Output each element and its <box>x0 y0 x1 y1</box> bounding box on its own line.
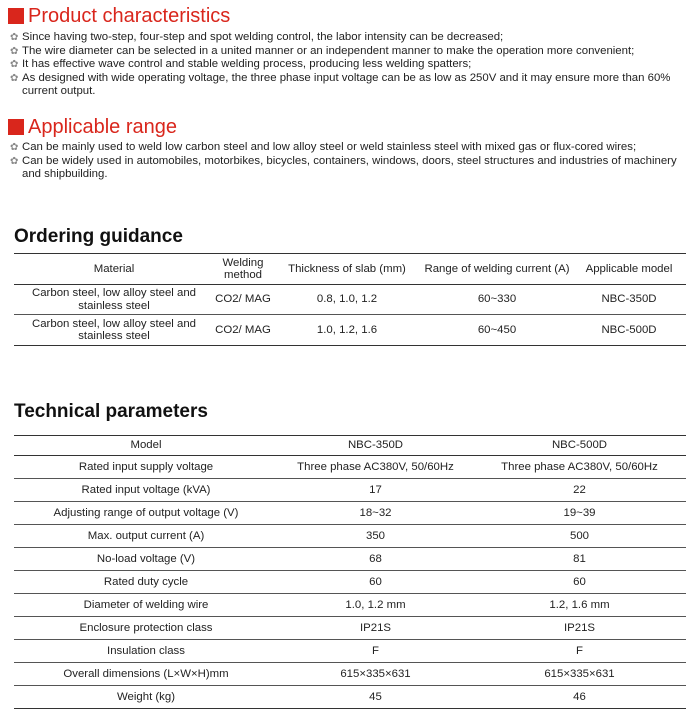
header-current-range: Range of welding current (A) <box>424 262 570 275</box>
list-item: ✿ It has effective wave control and stable welding process, producing less welding spatters; <box>10 58 472 70</box>
applicable-range-heading <box>8 116 177 138</box>
technical-table <box>14 435 686 709</box>
list-item: ✿ Since having two-step, four-step and spot welding control, the labor intensity can be decreased; <box>10 31 504 43</box>
header-material: Material <box>93 262 135 275</box>
table-row: Carbon steel, low alloy steel and stainless steel CO2/ MAG 0.8, 1.0, 1.2 60~330 NBC-350D <box>14 285 686 315</box>
header-model: Applicable model <box>585 262 673 275</box>
table-header-row <box>14 253 686 285</box>
list-item: ✿ Can be mainly used to weld low carbon steel and low alloy steel or weld stainless steel with mixed gas or flux-cored wires; <box>10 141 637 153</box>
product-bullet-list <box>10 31 694 99</box>
gear-bullet-icon: ✿ <box>10 59 19 70</box>
list-item: ✿ The wire diameter can be selected in a united manner or an independent manner to make the operation more convenient; <box>10 44 635 57</box>
table-row: Rated input voltage (kVA) 17 22 <box>14 479 686 502</box>
gear-bullet-icon: ✿ <box>10 45 19 57</box>
gear-bullet-icon: ✿ <box>10 155 19 167</box>
table-row: Enclosure protection class IP21S IP21S <box>14 617 686 640</box>
table-header-row <box>14 435 686 456</box>
technical-parameters-title: Technical parameters <box>14 401 208 422</box>
red-square-icon <box>8 119 24 135</box>
range-bullet-list <box>10 141 694 182</box>
section-title: Applicable range <box>28 116 177 138</box>
gear-bullet-icon: ✿ <box>10 72 19 84</box>
table-row: Rated duty cycle 60 60 <box>14 571 686 594</box>
ordering-table <box>14 253 686 346</box>
list-item: ✿ As designed with wide operating voltage, the three phase input voltage can be as low as 250V and it may ensure more than 60% current output. <box>10 71 671 97</box>
ordering-guidance-title: Ordering guidance <box>14 226 183 247</box>
header-welding-method: Welding method <box>222 256 264 281</box>
red-square-icon <box>8 8 24 24</box>
table-row: Adjusting range of output voltage (V) 18~32 19~39 <box>14 502 686 525</box>
table-row: No-load voltage (V) 68 81 <box>14 548 686 571</box>
table-row: Rated input supply voltage Three phase AC380V, 50/60Hz Three phase AC380V, 50/60Hz <box>14 456 686 479</box>
header-nbc-350d: NBC-350D <box>347 439 404 452</box>
table-row: Carbon steel, low alloy steel and stainless steel CO2/ MAG 1.0, 1.2, 1.6 60~450 NBC-500D <box>14 315 686 346</box>
gear-bullet-icon: ✿ <box>10 32 19 43</box>
header-thickness: Thickness of slab (mm) <box>288 262 406 275</box>
gear-bullet-icon: ✿ <box>10 142 19 153</box>
product-characteristics-heading <box>8 5 230 27</box>
table-row: Overall dimensions (L×W×H)mm 615×335×631 615×335×631 <box>14 663 686 686</box>
header-model: Model <box>130 439 162 452</box>
list-item: ✿ Can be widely used in automobiles, motorbikes, bicycles, containers, windows, doors, steel structures and industries of machinery and shipbuilding. <box>10 154 677 180</box>
table-row: Max. output current (A) 350 500 <box>14 525 686 548</box>
table-row: Weight (kg) 45 46 <box>14 686 686 709</box>
table-row: Diameter of welding wire 1.0, 1.2 mm 1.2, 1.6 mm <box>14 594 686 617</box>
header-nbc-500d: NBC-500D <box>551 439 608 452</box>
table-row: Insulation class F F <box>14 640 686 663</box>
section-title: Product characteristics <box>28 5 231 27</box>
